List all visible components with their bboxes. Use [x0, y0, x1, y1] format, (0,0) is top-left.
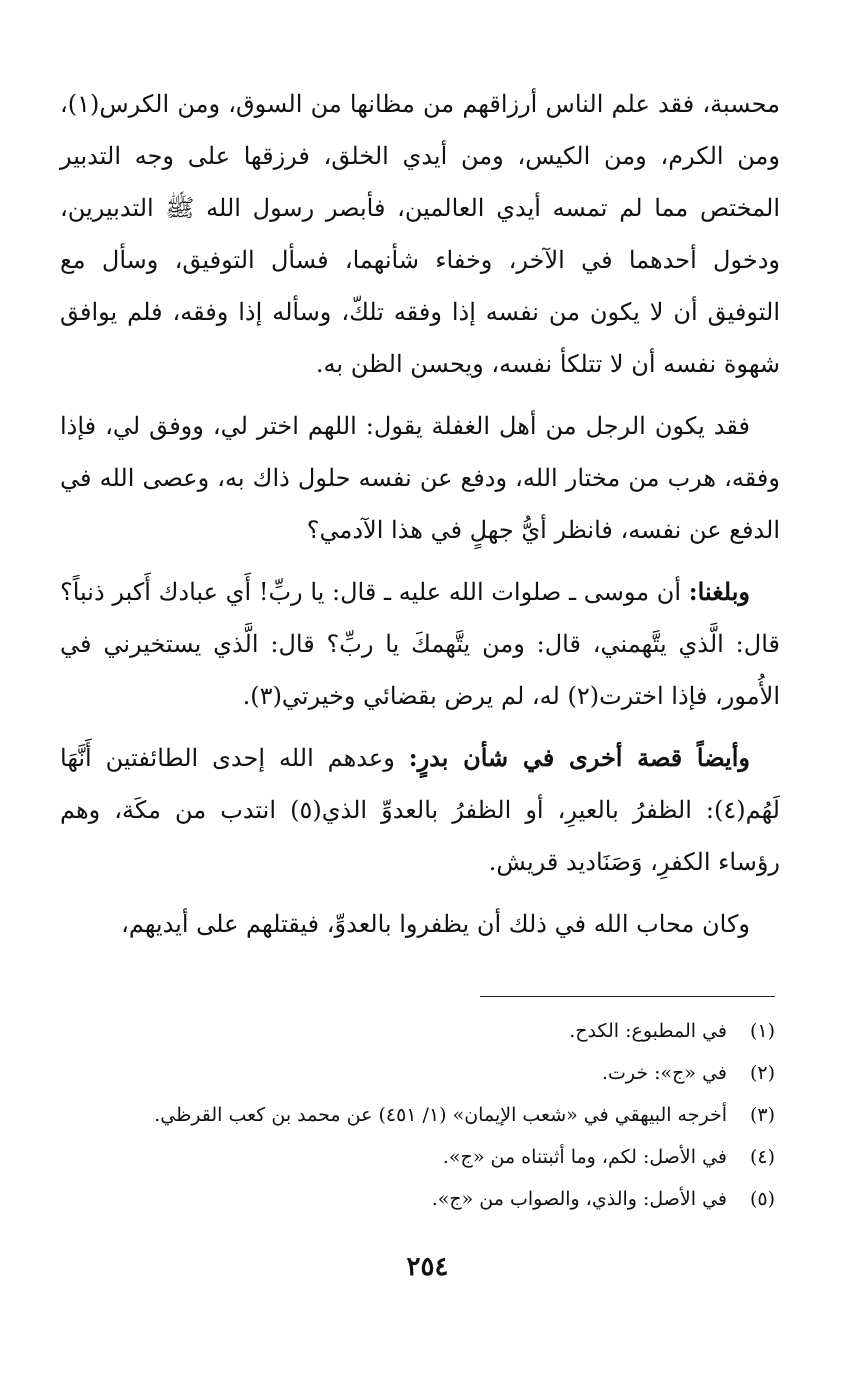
- footnote-number: (٤): [749, 1146, 775, 1168]
- paragraph-1-text: محسبة، فقد علم الناس أرزاقهم من مظانها من السوق، ومن الكرس(١)، ومن الكرم، ومن الكيس، ومن أيدي الخلق، فرزقها على وجه التدبير المختص مما لم تمسه أيدي العالمين، فأبصر رسول الله ﷺ التدبيرين، ودخول أحدهما في الآخر، وخفاء شأنهما، فسأل التوفيق، وسأل مع التوفيق أن لا يكون من نفسه إذا وفقه تلكّ، وسأله إذا وفقه، فلم يوافق شهوة نفسه أن لا تتلكأ نفسه، ويحسن الظن به.: [60, 90, 780, 378]
- paragraph-2: [60, 400, 780, 556]
- page-number: ٢٥٤: [406, 1252, 449, 1282]
- footnote-number: (١): [749, 1020, 775, 1042]
- footnote-text: في الأصل: والذي، والصواب من «ج».: [431, 1188, 727, 1210]
- footnote-text: في «ج»: خرت.: [601, 1062, 727, 1084]
- paragraph-3-text: أن موسى ـ صلوات الله عليه ـ قال: يا ربِّ! أَي عبادك أَكبر ذنباً؟ قال: الَّذي يتَّهمني، قال: ومن يتَّهمكَ يا ربِّ؟ قال: الَّذي يستخيرني في الأُمور، فإذا اخترت(٢) له، لم يرض بقضائي وخيرتي(٣).: [60, 578, 780, 710]
- footnote-number: (٥): [749, 1188, 775, 1210]
- paragraph-4-text: وعدهم الله إحدى الطائفتين أَنَّهَا لَهُم(٤): الظفرُ بالعيرِ، أو الظفرُ بالعدوِّ الذي(٥) انتدب من مكَة، وهم رؤساء الكفرِ، وَصَنَاديد قريش.: [60, 744, 780, 876]
- footnote-5: [60, 1178, 775, 1220]
- footnote-divider: [480, 996, 775, 997]
- footnote-3: [60, 1094, 775, 1136]
- paragraph-4: [60, 732, 780, 888]
- footnote-text: أخرجه البيهقي في «شعب الإيمان» (١/ ٤٥١) عن محمد بن كعب القرظي.: [154, 1104, 727, 1126]
- paragraph-5-text: وكان محاب الله في ذلك أن يظفروا بالعدوِّ، فيقتلهم على أيديهم،: [121, 910, 750, 938]
- paragraph-1: [60, 78, 780, 390]
- footnote-2: [60, 1052, 775, 1094]
- footnote-4: [60, 1136, 775, 1178]
- paragraph-3-lead: وبلغنا:: [688, 577, 750, 606]
- footnote-1: [60, 1010, 775, 1052]
- main-text: [60, 78, 780, 960]
- paragraph-4-lead: وأيضاً قصة أخرى في شأن بدرٍ:: [408, 743, 750, 772]
- footnote-number: (٢): [749, 1062, 775, 1084]
- footnotes: [60, 1010, 775, 1220]
- footnote-text: في المطبوع: الكدح.: [569, 1020, 727, 1042]
- footnote-text: في الأصل: لكم، وما أثبتناه من «ج».: [442, 1146, 727, 1168]
- paragraph-5: [60, 898, 780, 950]
- paragraph-2-text: فقد يكون الرجل من أهل الغفلة يقول: اللهم اختر لي، ووفق لي، فإذا وفقه، هرب من مختار الله، ودفع عن نفسه حلول ذاك به، وعصى الله في الدفع عن نفسه، فانظر أيُّ جهلٍ في هذا الآدمي؟: [60, 412, 780, 544]
- paragraph-3: [60, 566, 780, 722]
- footnote-number: (٣): [749, 1104, 775, 1126]
